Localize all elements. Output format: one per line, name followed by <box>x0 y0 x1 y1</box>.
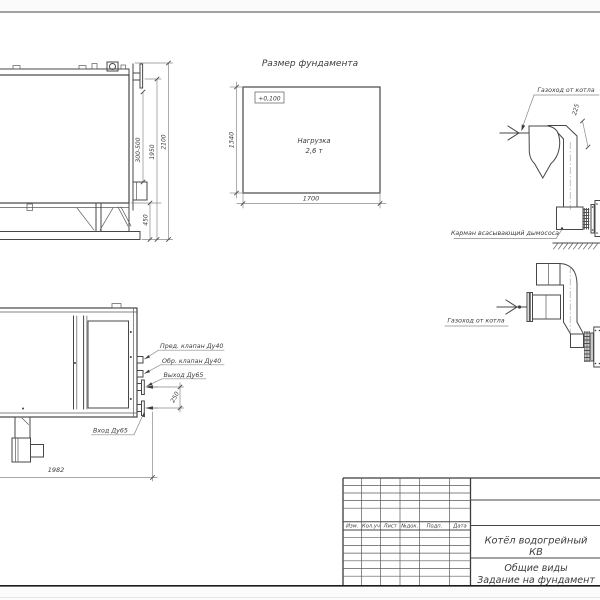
dim-flange-range: 300-500 <box>135 137 142 163</box>
top-margin-band <box>0 0 600 11</box>
col-izm: Изм. <box>346 523 359 530</box>
dim-base-height: 450 <box>142 214 150 226</box>
bottom-margin-band <box>0 587 600 600</box>
doc-title-line2: КВ <box>529 547 543 558</box>
bolted-flange <box>584 331 590 362</box>
label-outlet: Выход Ду65 <box>163 371 204 379</box>
bolted-flange <box>584 208 590 230</box>
doc-title-line1: Котёл водогрейный <box>484 535 588 547</box>
dim-overall-length: 1982 <box>47 466 65 474</box>
doc-subtitle-line1: Общие виды <box>504 563 568 574</box>
doc-subtitle-line2: Задание на фундамент <box>477 575 595 586</box>
flue-lower-label: Газоход от котла <box>447 317 505 325</box>
foundation-title: Размер фундамента <box>261 59 359 69</box>
col-koluch: Кол.уч <box>362 523 380 530</box>
col-data: Дата <box>453 523 467 530</box>
flue-upper-label: Газоход от котла <box>537 87 595 94</box>
dim-body-height: 1950 <box>149 144 156 160</box>
col-ndok: №док. <box>401 523 419 530</box>
label-inlet: Вход Ду65 <box>93 427 128 435</box>
label-check-valve: Обр. клапан Ду40 <box>162 357 222 365</box>
dim-foundation-width: 1340 <box>227 131 236 149</box>
elevation-mark: +0,100 <box>258 95 281 103</box>
load-label: Нагрузка <box>297 137 331 145</box>
col-podp: Подп. <box>426 523 443 530</box>
dim-flue-offset: 225 <box>571 103 581 117</box>
dim-port-spacing: 250 <box>169 390 181 404</box>
dim-foundation-length: 1700 <box>302 194 320 203</box>
label-safety-valve: Пред. клапан Ду40 <box>160 343 224 350</box>
pocket-label: Карман всасывающий дымососа <box>450 230 560 237</box>
col-list: Лист <box>383 523 397 530</box>
dim-total-height: 2100 <box>160 134 168 150</box>
load-value: 2,6 т <box>305 147 323 155</box>
